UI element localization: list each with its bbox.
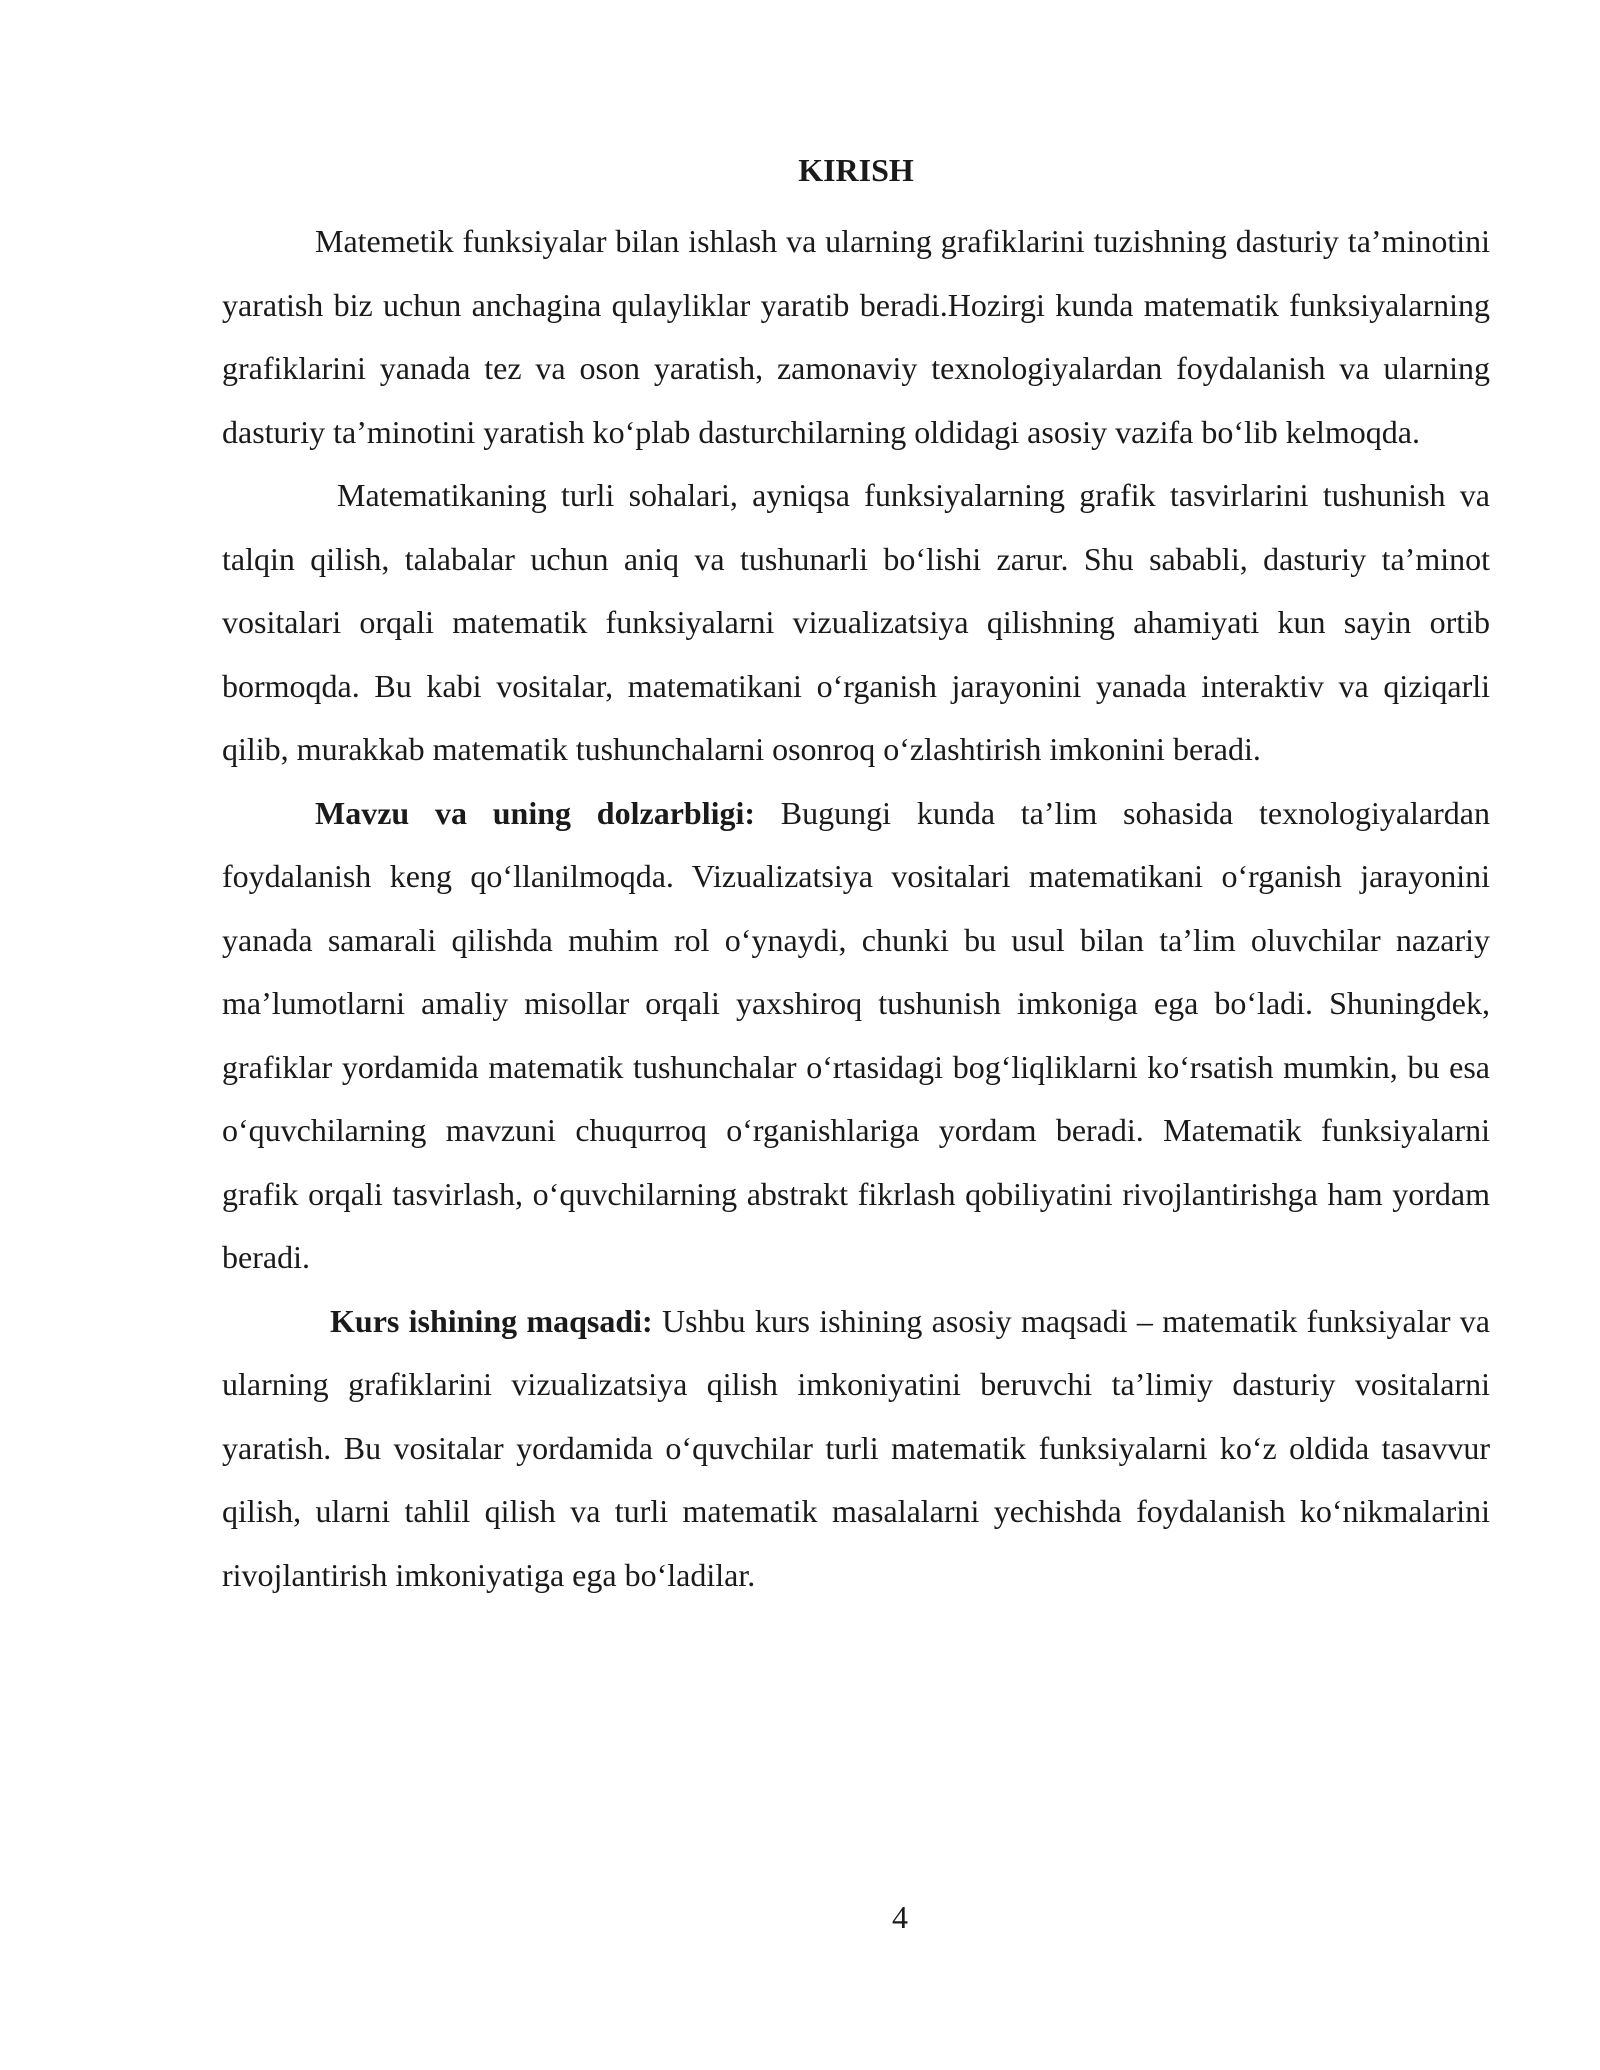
paragraph-lead-goal: Kurs ishining maqsadi: bbox=[330, 1302, 653, 1339]
paragraph-importance bbox=[222, 464, 1490, 782]
paragraph-relevance bbox=[222, 782, 1490, 1290]
document-body bbox=[222, 210, 1490, 1607]
paragraph-text: Bugungi kunda ta’lim sohasida texnologiyalardan foydalanish keng qo‘llanilmoqda. Vizualizatsiya vositalari matematikani o‘rganish jarayonini yanada samarali qilishda muhim rol o‘ynaydi, chunki bu usul bilan ta’lim oluvchilar nazariy ma’lumotlarni amaliy misollar orqali yaxshiroq tushunish imkoniga ega bo‘ladi. Shuningdek, grafiklar yordamida matematik tushunchalar o‘rtasidagi bog‘liqliklarni ko‘rsatish mumkin, bu esa o‘quvchilarning mavzuni chuqurroq o‘rganishlariga yordam beradi. Matematik funksiyalarni grafik orqali tasvirlash, o‘quvchilarning abstrakt fikrlash qobiliyatini rivojlantirishga ham yordam beradi. bbox=[222, 794, 1491, 1275]
paragraph-text: Ushbu kurs ishining asosiy maqsadi – matematik funksiyalar va ularning grafiklarini vizualizatsiya qilish imkoniyatini beruvchi ta’limiy dasturiy vositalarni yaratish. Bu vositalar yordamida o‘quvchilar turli matematik funksiyalarni ko‘z oldida tasavvur qilish, ularni tahlil qilish va turli matematik masalalarni yechishda foydalanish ko‘nikmalarini rivojlantirish imkoniyatiga ega bo‘ladilar. bbox=[222, 1302, 1491, 1593]
paragraph-goal bbox=[222, 1290, 1490, 1608]
paragraph-text: Matematikaning turli sohalari, ayniqsa funksiyalarning grafik tasvirlarini tushunish va talqin qilish, talabalar uchun aniq va tushunarli bo‘lishi zarur. Shu sababli, dasturiy ta’minot vositalari orqali matematik funksiyalarni vizualizatsiya qilishning ahamiyati kun sayin ortib bormoqda. Bu kabi vositalar, matematikani o‘rganish jarayonini yanada interaktiv va qiziqarli qilib, murakkab matematik tushunchalarni osonroq o‘zlashtirish imkonini beradi. bbox=[222, 477, 1490, 767]
paragraph-text: Matemetik funksiyalar bilan ishlash va ularning grafiklarini tuzishning dasturiy ta’minotini yaratish biz uchun anchagina qulayliklar yaratib beradi.Hozirgi kunda matematik funksiyalarning grafiklarini yanada tez va oson yaratish, zamonaviy texnologiyalardan foydalanish va ularning dasturiy ta’minotini yaratish ko‘plab dasturchilarning oldidagi asosiy vazifa bo‘lib kelmoqda. bbox=[222, 223, 1490, 450]
page-title: KIRISH bbox=[798, 152, 914, 188]
paragraph-lead-relevance: Mavzu va uning dolzarbligi: bbox=[315, 794, 756, 831]
page-number: 4 bbox=[892, 1899, 908, 1935]
paragraph-intro bbox=[222, 210, 1490, 464]
